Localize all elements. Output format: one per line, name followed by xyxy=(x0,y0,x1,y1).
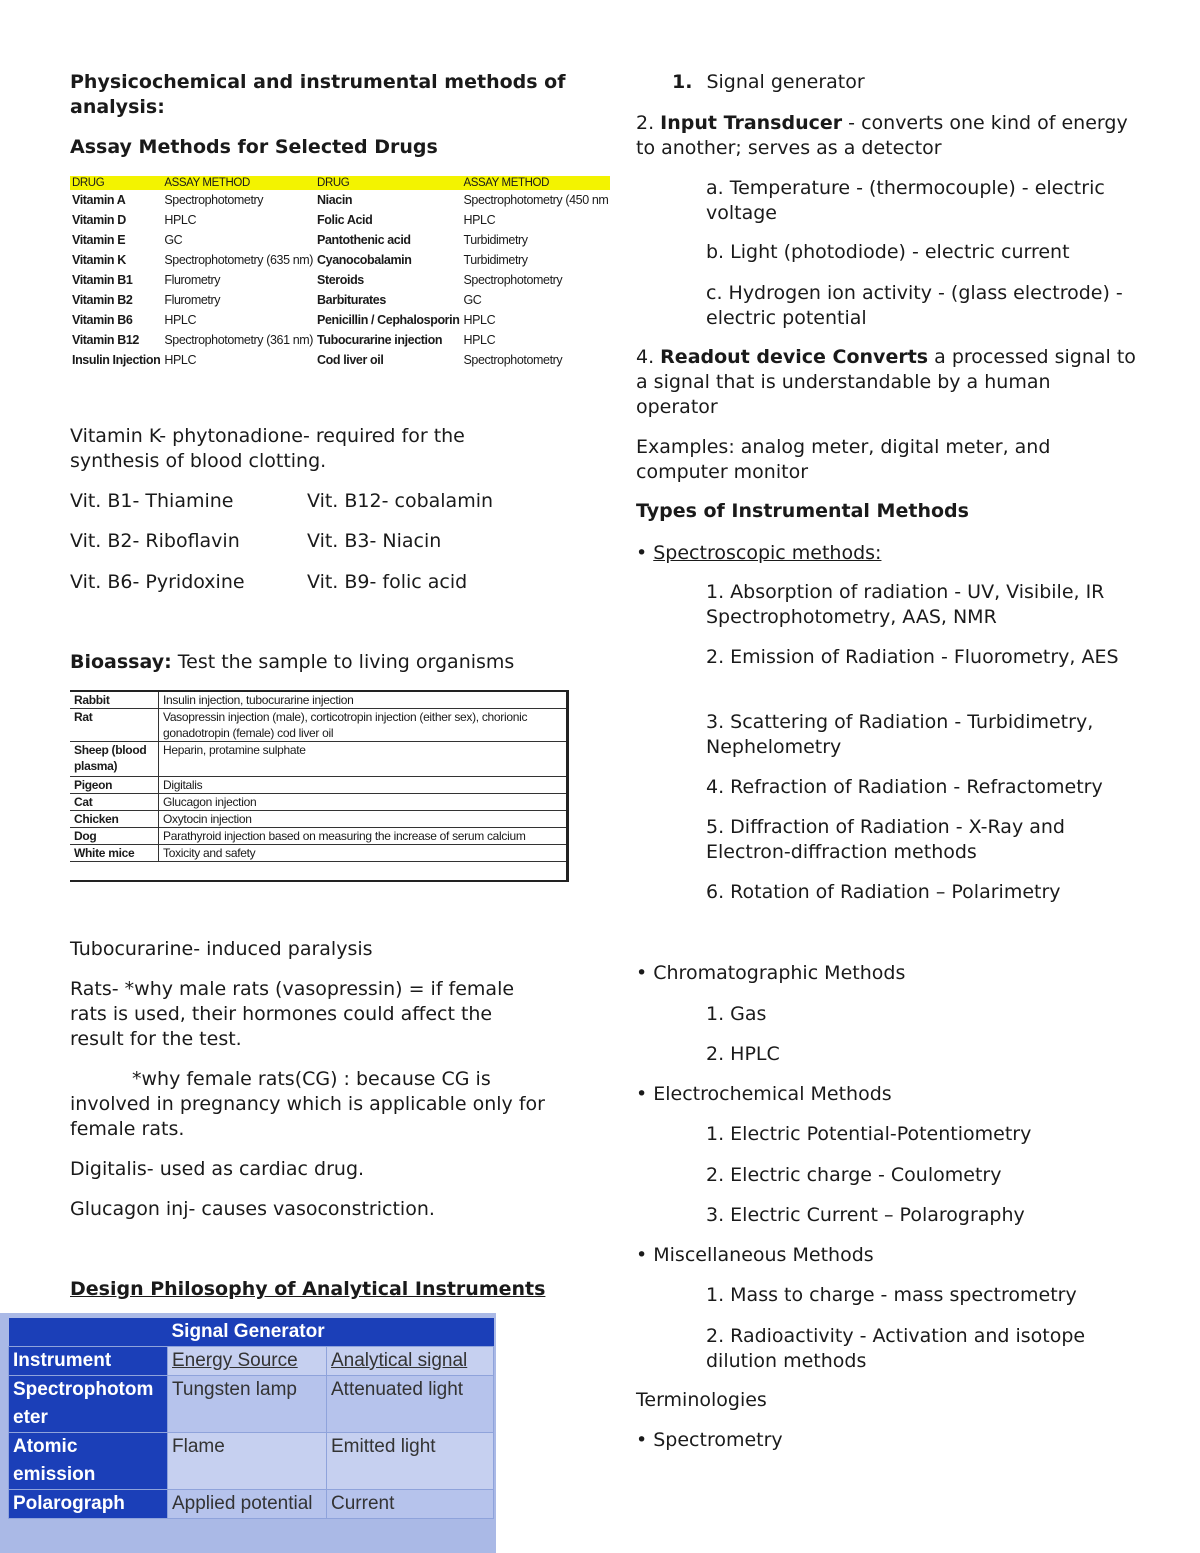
method-cell: Spectrophotometry xyxy=(164,193,264,207)
use-cell: Toxicity and safety xyxy=(159,845,567,862)
table-row xyxy=(70,692,566,709)
animal-cell: Pigeon xyxy=(70,777,159,794)
vitamin-b3: Vit. B3- Niacin xyxy=(307,530,442,552)
item-1 xyxy=(672,70,865,95)
method-cell: GC xyxy=(164,233,183,247)
animal-cell: Sheep (blood plasma) xyxy=(70,742,159,777)
method-cell: GC xyxy=(463,293,482,307)
animal-cell: Dog xyxy=(70,828,159,845)
table-row xyxy=(70,709,566,742)
drug-cell: Vitamin A xyxy=(72,193,126,207)
vitamin-b2: Vit. B2- Riboflavin xyxy=(70,530,240,552)
drug-cell: Vitamin B12 xyxy=(72,333,139,347)
table-row xyxy=(70,310,610,330)
spectroscopic-label: Spectroscopic methods: xyxy=(653,542,882,564)
list-item: 2. HPLC xyxy=(706,1043,780,1065)
vitamin-k-note: Vitamin K- phytonadione- required for the synthesis of blood clotting. xyxy=(70,425,465,472)
bioassay-table xyxy=(70,690,569,882)
table-row xyxy=(70,230,610,250)
table-row xyxy=(70,190,610,210)
animal-cell: Rabbit xyxy=(70,692,159,709)
method-cell: Turbidimetry xyxy=(463,233,528,247)
table-row xyxy=(9,1376,494,1433)
drug-cell: Barbiturates xyxy=(317,293,386,307)
list-item: 1. Mass to charge - mass spectrometry xyxy=(706,1284,1077,1306)
chromatographic-heading: • Chromatographic Methods xyxy=(636,962,906,984)
method-cell: Flurometry xyxy=(164,273,221,287)
item-4-text: a processed signal to a signal that is understandable by a human operator xyxy=(636,346,1136,418)
assay-header-cell: DRUG xyxy=(70,176,162,190)
list-item: 2. Electric charge - Coulometry xyxy=(706,1164,1002,1186)
item-4 xyxy=(636,345,1136,420)
table-row xyxy=(9,1347,494,1376)
use-cell: Digitalis xyxy=(159,777,567,794)
item-2-text: - converts one kind of energy to another; serves as a detector xyxy=(636,112,1128,159)
method-cell: HPLC xyxy=(164,353,197,367)
group-header: Signal Generator xyxy=(168,1318,494,1347)
method-cell: HPLC xyxy=(463,213,496,227)
table-row xyxy=(70,828,566,845)
sub-item-c: c. Hydrogen ion activity - (glass electrode) - electric potential xyxy=(706,282,1123,329)
types-heading: Types of Instrumental Methods xyxy=(636,500,969,522)
bioassay-label: Bioassay: xyxy=(70,651,172,673)
item-1-number: 1. xyxy=(672,71,693,93)
list-item: 3. Scattering of Radiation - Turbidimetry, Nephelometry xyxy=(706,711,1094,758)
table-row xyxy=(9,1433,494,1490)
drug-cell: Vitamin D xyxy=(72,213,126,227)
assay-table-header xyxy=(70,176,610,190)
female-rats-note: *why female rats(CG) : because CG is involved in pregnancy which is applicable only for female rats. xyxy=(70,1068,545,1140)
use-cell: Oxytocin injection xyxy=(159,811,567,828)
method-cell: Spectrophotometry (450 nm xyxy=(463,193,609,207)
drug-cell: Pantothenic acid xyxy=(317,233,411,247)
animal-cell: Cat xyxy=(70,794,159,811)
list-item: 1. Gas xyxy=(706,1003,767,1025)
header-cell: Energy Source xyxy=(168,1347,327,1376)
table-row xyxy=(9,1490,494,1519)
list-item: 1. Electric Potential-Potentiometry xyxy=(706,1123,1032,1145)
list-item: 3. Electric Current – Polarography xyxy=(706,1204,1025,1226)
table-row xyxy=(9,1318,494,1347)
use-cell: Parathyroid injection based on measuring the increase of serum calcium xyxy=(159,828,567,845)
sub-item-a: a. Temperature - (thermocouple) - electric voltage xyxy=(706,177,1105,224)
vitamin-b12: Vit. B12- cobalamin xyxy=(307,490,494,512)
signal-cell: Emitted light xyxy=(327,1433,494,1490)
method-cell: Spectrophotometry xyxy=(463,353,563,367)
table-row xyxy=(70,250,610,270)
digitalis-note: Digitalis- used as cardiac drug. xyxy=(70,1158,365,1180)
method-cell: HPLC xyxy=(463,333,496,347)
header-cell: Instrument xyxy=(9,1347,168,1376)
table-row xyxy=(70,794,566,811)
list-item: 2. Emission of Radiation - Fluorometry, AES xyxy=(706,646,1119,668)
animal-cell: Rat xyxy=(70,709,159,742)
assay-header-cell: ASSAY METHOD xyxy=(162,176,315,190)
instrument-cell: Atomic emission xyxy=(9,1433,168,1490)
list-item: 5. Diffraction of Radiation - X-Ray and Electron-diffraction methods xyxy=(706,816,1065,863)
drug-cell: Niacin xyxy=(317,193,353,207)
list-item: 2. Radioactivity - Activation and isotope dilution methods xyxy=(706,1325,1086,1372)
bioassay-line xyxy=(70,650,514,675)
item-4-term: Readout device Converts xyxy=(660,346,929,368)
vitamin-b9: Vit. B9- folic acid xyxy=(307,571,468,593)
header-cell: Analytical signal xyxy=(327,1347,494,1376)
examples-note: Examples: analog meter, digital meter, and computer monitor xyxy=(636,436,1051,483)
method-cell: HPLC xyxy=(463,313,496,327)
energy-cell: Flame xyxy=(168,1433,327,1490)
method-cell: Spectrophotometry xyxy=(463,273,563,287)
empty-cell xyxy=(9,1318,168,1347)
instrument-cell: Spectrophotom eter xyxy=(9,1376,168,1433)
item-4-number: 4. xyxy=(636,346,661,368)
use-cell: Glucagon injection xyxy=(159,794,567,811)
table-row xyxy=(70,290,610,310)
assay-methods-table xyxy=(70,176,609,367)
table-row xyxy=(70,270,610,290)
drug-cell: Vitamin E xyxy=(72,233,126,247)
method-cell: Spectrophotometry (361 nm) xyxy=(164,333,314,347)
miscellaneous-heading: • Miscellaneous Methods xyxy=(636,1244,874,1266)
page-title: Physicochemical and instrumental methods of analysis: xyxy=(70,71,566,118)
drug-cell: Vitamin B1 xyxy=(72,273,133,287)
vitamin-b6: Vit. B6- Pyridoxine xyxy=(70,571,245,593)
method-cell: Spectrophotometry (635 nm) xyxy=(164,253,314,267)
method-cell: Turbidimetry xyxy=(463,253,528,267)
table-row xyxy=(70,845,566,862)
energy-cell: Tungsten lamp xyxy=(168,1376,327,1433)
use-cell: Insulin injection, tubocurarine injection xyxy=(159,692,567,709)
energy-cell: Applied potential xyxy=(168,1490,327,1519)
vitamin-b1: Vit. B1- Thiamine xyxy=(70,490,234,512)
item-2-number: 2. xyxy=(636,112,661,134)
drug-cell: Folic Acid xyxy=(317,213,373,227)
drug-cell: Vitamin B6 xyxy=(72,313,133,327)
spectrometry-item: • Spectrometry xyxy=(636,1429,783,1451)
drug-cell: Tubocurarine injection xyxy=(317,333,443,347)
list-item: 6. Rotation of Radiation – Polarimetry xyxy=(706,881,1061,903)
design-heading: Design Philosophy of Analytical Instruments xyxy=(70,1278,546,1300)
use-cell: Heparin, protamine sulphate xyxy=(159,742,567,777)
drug-cell: Insulin Injection xyxy=(72,353,161,367)
assay-header-cell: DRUG xyxy=(315,176,461,190)
spectroscopic-heading xyxy=(636,541,881,566)
signal-cell: Current xyxy=(327,1490,494,1519)
item-2-term: Input Transducer xyxy=(660,112,843,134)
method-cell: HPLC xyxy=(164,313,197,327)
drug-cell: Penicillin / Cephalosporin xyxy=(317,313,460,327)
signal-cell: Attenuated light xyxy=(327,1376,494,1433)
animal-cell: White mice xyxy=(70,845,159,862)
glucagon-note: Glucagon inj- causes vasoconstriction. xyxy=(70,1198,435,1220)
bioassay-text: Test the sample to living organisms xyxy=(171,651,515,673)
drug-cell: Cod liver oil xyxy=(317,353,384,367)
use-cell: Vasopressin injection (male), corticotropin injection (either sex), chorionic gonadotropin (female) cod liver oil xyxy=(159,709,567,742)
list-item: 4. Refraction of Radiation - Refractometry xyxy=(706,776,1103,798)
signal-generator-table xyxy=(0,1313,496,1553)
tubocurarine-note: Tubocurarine- induced paralysis xyxy=(70,938,373,960)
table-row xyxy=(70,777,566,794)
bullet: • xyxy=(636,542,654,564)
table-row xyxy=(70,350,610,370)
drug-cell: Vitamin B2 xyxy=(72,293,133,307)
method-cell: Flurometry xyxy=(164,293,221,307)
list-item: 1. Absorption of radiation - UV, Visibile, IR Spectrophotometry, AAS, NMR xyxy=(706,581,1105,628)
instrument-cell: Polarograph xyxy=(9,1490,168,1519)
table-row xyxy=(70,210,610,230)
terminologies-heading: Terminologies xyxy=(636,1389,767,1411)
table-row xyxy=(70,330,610,350)
electrochemical-heading: • Electrochemical Methods xyxy=(636,1083,892,1105)
item-1-text: Signal generator xyxy=(706,71,865,93)
drug-cell: Vitamin K xyxy=(72,253,126,267)
rats-note: Rats- *why male rats (vasopressin) = if female rats is used, their hormones could affect the result for the test. xyxy=(70,978,515,1050)
assay-heading: Assay Methods for Selected Drugs xyxy=(70,136,438,158)
table-row xyxy=(70,742,566,777)
drug-cell: Cyanocobalamin xyxy=(317,253,412,267)
animal-cell: Chicken xyxy=(70,811,159,828)
sub-item-b: b. Light (photodiode) - electric current xyxy=(706,241,1070,263)
item-2 xyxy=(636,111,1136,161)
table-row xyxy=(70,811,566,828)
drug-cell: Steroids xyxy=(317,273,364,287)
assay-header-cell: ASSAY METHOD xyxy=(461,176,610,190)
method-cell: HPLC xyxy=(164,213,197,227)
